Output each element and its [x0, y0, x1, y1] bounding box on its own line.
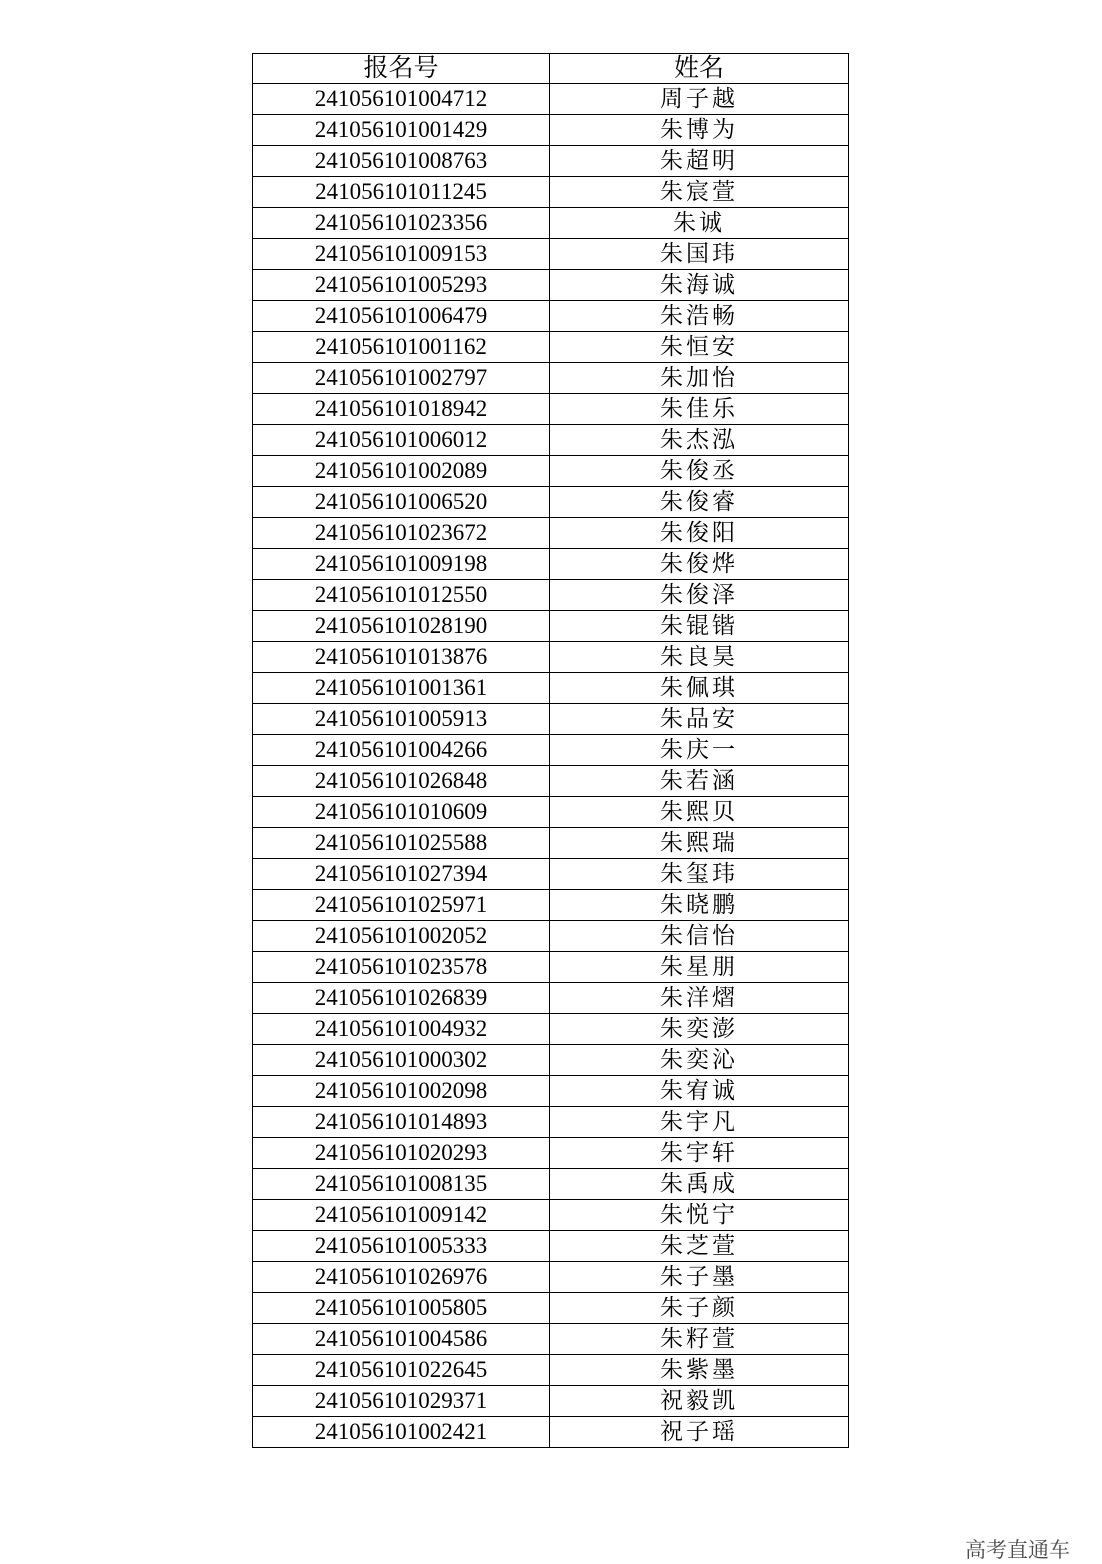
table-row	[253, 1293, 849, 1324]
registration-number-cell: 241056101001361	[253, 673, 550, 704]
name-cell: 朱杰泓	[550, 425, 849, 456]
registration-number-cell: 241056101026839	[253, 983, 550, 1014]
table-row	[253, 1386, 849, 1417]
name-cell: 朱悦宁	[550, 1200, 849, 1231]
name-cell: 朱加怡	[550, 363, 849, 394]
registration-table	[252, 53, 849, 1448]
name-cell: 朱佳乐	[550, 394, 849, 425]
registration-number-cell: 241056101023672	[253, 518, 550, 549]
registration-number-cell: 241056101006520	[253, 487, 550, 518]
table-row	[253, 84, 849, 115]
table-header	[253, 54, 849, 84]
name-cell: 朱国玮	[550, 239, 849, 270]
registration-number-cell: 241056101010609	[253, 797, 550, 828]
registration-number-cell: 241056101013876	[253, 642, 550, 673]
table-row	[253, 890, 849, 921]
name-cell: 朱子颜	[550, 1293, 849, 1324]
name-cell: 朱海诚	[550, 270, 849, 301]
registration-number-cell: 241056101000302	[253, 1045, 550, 1076]
table-row	[253, 828, 849, 859]
registration-number-cell: 241056101009153	[253, 239, 550, 270]
table-row	[253, 1200, 849, 1231]
registration-number-cell: 241056101008763	[253, 146, 550, 177]
name-cell: 朱宇凡	[550, 1107, 849, 1138]
name-cell: 祝毅凯	[550, 1386, 849, 1417]
table-row	[253, 1138, 849, 1169]
name-cell: 朱俊睿	[550, 487, 849, 518]
name-cell: 朱宥诚	[550, 1076, 849, 1107]
registration-number-cell: 241056101014893	[253, 1107, 550, 1138]
registration-number-cell: 241056101012550	[253, 580, 550, 611]
table-row	[253, 1355, 849, 1386]
name-cell: 朱紫墨	[550, 1355, 849, 1386]
registration-number-cell: 241056101018942	[253, 394, 550, 425]
table-body	[253, 84, 849, 1448]
registration-number-cell: 241056101005293	[253, 270, 550, 301]
registration-number-cell: 241056101008135	[253, 1169, 550, 1200]
registration-number-cell: 241056101023356	[253, 208, 550, 239]
table-row	[253, 1014, 849, 1045]
registration-number-cell: 241056101002421	[253, 1417, 550, 1448]
table-row	[253, 177, 849, 208]
table-row	[253, 1076, 849, 1107]
registration-number-cell: 241056101004712	[253, 84, 550, 115]
registration-number-cell: 241056101004932	[253, 1014, 550, 1045]
registration-number-cell: 241056101004586	[253, 1324, 550, 1355]
registration-number-cell: 241056101005333	[253, 1231, 550, 1262]
table-row	[253, 1231, 849, 1262]
registration-number-cell: 241056101006479	[253, 301, 550, 332]
name-cell: 朱信怡	[550, 921, 849, 952]
table-row	[253, 301, 849, 332]
table-row	[253, 952, 849, 983]
name-cell: 朱诚	[550, 208, 849, 239]
name-cell: 朱奕沁	[550, 1045, 849, 1076]
registration-number-cell: 241056101028190	[253, 611, 550, 642]
name-cell: 朱宇轩	[550, 1138, 849, 1169]
name-cell: 朱熙贝	[550, 797, 849, 828]
table-row	[253, 115, 849, 146]
registration-number-cell: 241056101009142	[253, 1200, 550, 1231]
table-row	[253, 673, 849, 704]
table-row	[253, 363, 849, 394]
name-cell: 朱俊阳	[550, 518, 849, 549]
registration-number-cell: 241056101005913	[253, 704, 550, 735]
table-row	[253, 983, 849, 1014]
name-cell: 朱恒安	[550, 332, 849, 363]
table-row	[253, 1262, 849, 1293]
header-row	[253, 54, 849, 84]
watermark-label: 高考直通车	[965, 1538, 1070, 1562]
registration-number-cell: 241056101004266	[253, 735, 550, 766]
name-cell: 朱俊烨	[550, 549, 849, 580]
name-cell: 朱子墨	[550, 1262, 849, 1293]
registration-number-cell: 241056101002089	[253, 456, 550, 487]
name-cell: 朱若涵	[550, 766, 849, 797]
table-row	[253, 1107, 849, 1138]
table-row	[253, 270, 849, 301]
name-cell: 朱超明	[550, 146, 849, 177]
table-row	[253, 797, 849, 828]
registration-number-cell: 241056101001162	[253, 332, 550, 363]
registration-number-cell: 241056101029371	[253, 1386, 550, 1417]
registration-number-cell: 241056101023578	[253, 952, 550, 983]
table-row	[253, 332, 849, 363]
name-cell: 朱俊泽	[550, 580, 849, 611]
registration-number-cell: 241056101002098	[253, 1076, 550, 1107]
table-row	[253, 704, 849, 735]
table-row	[253, 394, 849, 425]
table-row	[253, 208, 849, 239]
registration-number-cell: 241056101005805	[253, 1293, 550, 1324]
name-cell: 周子越	[550, 84, 849, 115]
name-cell: 朱品安	[550, 704, 849, 735]
name-cell: 朱庆一	[550, 735, 849, 766]
name-cell: 祝子瑶	[550, 1417, 849, 1448]
name-cell: 朱洋熠	[550, 983, 849, 1014]
name-cell: 朱锟锴	[550, 611, 849, 642]
table-row	[253, 859, 849, 890]
table-row	[253, 611, 849, 642]
name-cell: 朱俊丞	[550, 456, 849, 487]
registration-number-cell: 241056101006012	[253, 425, 550, 456]
table-row	[253, 146, 849, 177]
name-cell: 朱奕澎	[550, 1014, 849, 1045]
registration-number-cell: 241056101009198	[253, 549, 550, 580]
name-cell: 朱博为	[550, 115, 849, 146]
name-cell: 朱星朋	[550, 952, 849, 983]
registration-number-cell: 241056101002797	[253, 363, 550, 394]
name-cell: 朱宸萱	[550, 177, 849, 208]
table-row	[253, 642, 849, 673]
table-row	[253, 239, 849, 270]
table-row	[253, 1045, 849, 1076]
registration-number-cell: 241056101001429	[253, 115, 550, 146]
table-row	[253, 487, 849, 518]
name-cell: 朱晓鹏	[550, 890, 849, 921]
registration-number-cell: 241056101020293	[253, 1138, 550, 1169]
table-row	[253, 518, 849, 549]
name-cell: 朱佩琪	[550, 673, 849, 704]
name-cell: 朱芝萱	[550, 1231, 849, 1262]
table-row	[253, 456, 849, 487]
name-cell: 朱熙瑞	[550, 828, 849, 859]
registration-number-cell: 241056101025588	[253, 828, 550, 859]
name-cell: 朱玺玮	[550, 859, 849, 890]
table-row	[253, 735, 849, 766]
registration-number-cell: 241056101025971	[253, 890, 550, 921]
table-row	[253, 1169, 849, 1200]
header-registration-number: 报名号	[253, 54, 550, 84]
table-row	[253, 580, 849, 611]
table-row	[253, 921, 849, 952]
name-cell: 朱禹成	[550, 1169, 849, 1200]
name-cell: 朱浩畅	[550, 301, 849, 332]
registration-number-cell: 241056101022645	[253, 1355, 550, 1386]
registration-number-cell: 241056101026848	[253, 766, 550, 797]
table-row	[253, 1324, 849, 1355]
registration-number-cell: 241056101002052	[253, 921, 550, 952]
registration-number-cell: 241056101011245	[253, 177, 550, 208]
registration-number-cell: 241056101026976	[253, 1262, 550, 1293]
table-row	[253, 766, 849, 797]
table-row	[253, 1417, 849, 1448]
name-cell: 朱籽萱	[550, 1324, 849, 1355]
table-row	[253, 425, 849, 456]
table-row	[253, 549, 849, 580]
header-name: 姓名	[550, 54, 849, 84]
registration-number-cell: 241056101027394	[253, 859, 550, 890]
name-cell: 朱良昊	[550, 642, 849, 673]
